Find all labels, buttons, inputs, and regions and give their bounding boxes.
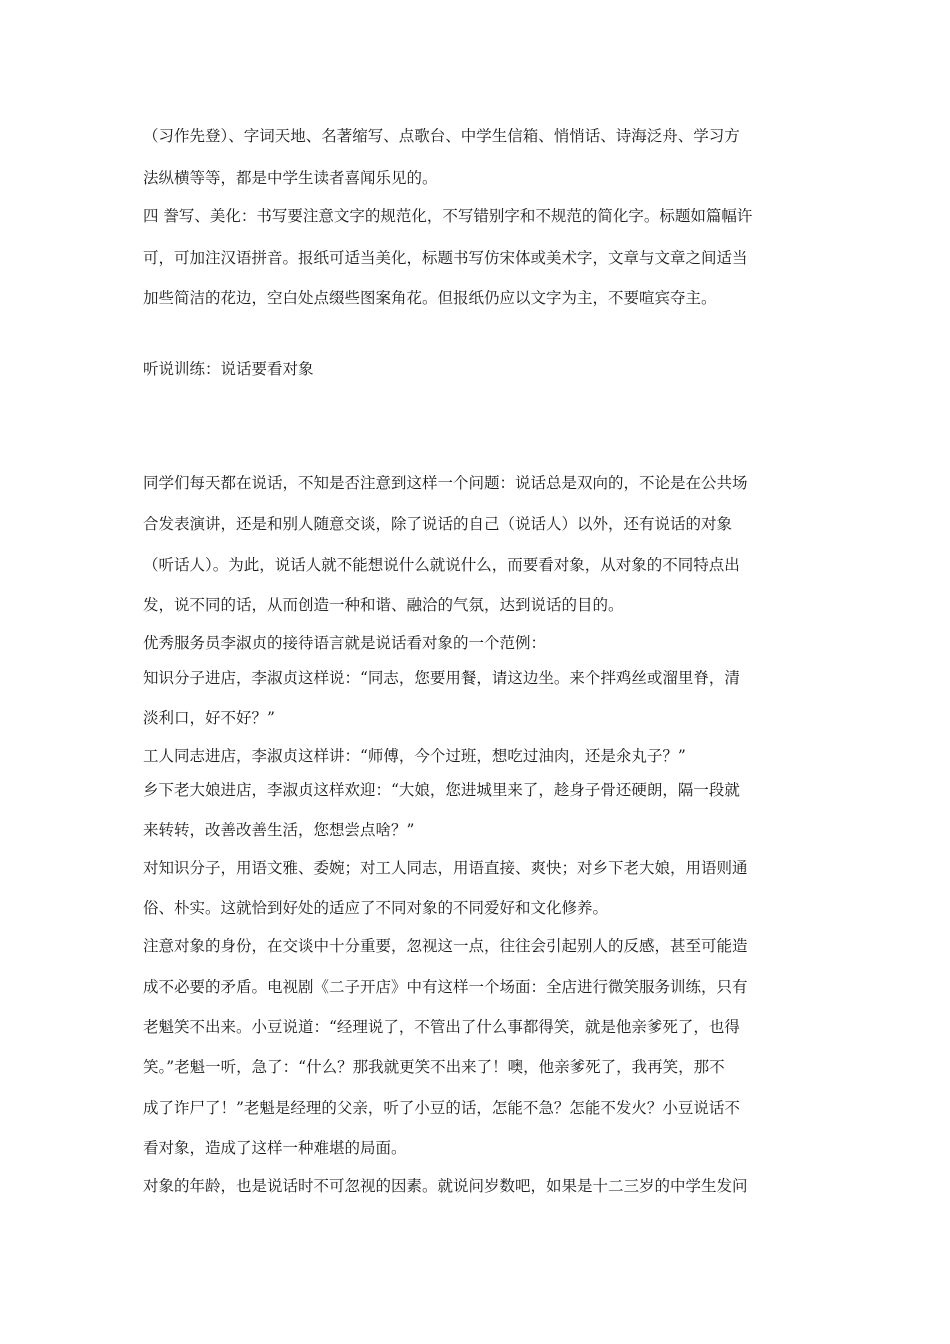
text-line: （听话人）。为此，说话人就不能想说什么就说什么，而要看对象，从对象的不同特点出 (143, 556, 740, 574)
text-line: 加些简洁的花边，空白处点缀些图案角花。但报纸仍应以文字为主，不要喧宾夺主。 (143, 289, 717, 307)
text-line: 乡下老大娘进店，李淑贞这样欢迎：“大娘，您进城里来了，趁身子骨还硬朗，隔一段就 (143, 781, 740, 799)
text-line: 合发表演讲，还是和别人随意交谈，除了说话的自己（说话人）以外，还有说话的对象 (143, 515, 733, 533)
text-line: 四 誊写、美化：书写要注意文字的规范化，不写错别字和不规范的简化字。标题如篇幅许 (143, 207, 753, 225)
text-line: 发，说不同的话，从而创造一种和谐、融洽的气氛，达到说话的目的。 (143, 596, 624, 614)
text-line: 优秀服务员李淑贞的接待语言就是说话看对象的一个范例： (143, 634, 547, 652)
text-line: 法纵横等等，都是中学生读者喜闻乐见的。 (143, 169, 438, 187)
text-line: 看对象，造成了这样一种难堪的局面。 (143, 1139, 407, 1157)
text-line: 注意对象的身份，在交谈中十分重要，忽视这一点，往往会引起别人的反感，甚至可能造 (143, 937, 748, 955)
text-line: 成不必要的矛盾。电视剧《二子开店》中有这样一个场面：全店进行微笑服务训练，只有 (143, 978, 748, 996)
text-line: 老魁笑不出来。小豆说道：“经理说了，不管出了什么事都得笑，就是他亲爹死了，也得 (143, 1018, 740, 1036)
text-line: 来转转，改善改善生活，您想尝点啥？” (143, 821, 415, 839)
text-line: （习作先登）、字词天地、名著缩写、点歌台、中学生信箱、悄悄话、诗海泛舟、学习方 (143, 127, 740, 145)
text-line: 成了诈尸了！”老魁是经理的父亲，听了小豆的话，怎能不急？怎能不发火？小豆说话不 (143, 1099, 740, 1117)
section-heading: 听说训练：说话要看对象 (143, 360, 314, 378)
text-line: 可，可加注汉语拼音。报纸可适当美化，标题书写仿宋体或美术字，文章与文章之间适当 (143, 249, 748, 267)
text-line: 同学们每天都在说话，不知是否注意到这样一个问题：说话总是双向的，不论是在公共场 (143, 474, 748, 492)
text-line: 工人同志进店，李淑贞这样讲：“师傅，今个过班，想吃过油肉，还是氽丸子？” (143, 747, 686, 765)
text-line: 对知识分子，用语文雅、委婉；对工人同志，用语直接、爽快；对乡下老大娘，用语则通 (143, 859, 748, 877)
text-line: 笑。”老魁一听，急了：“什么？那我就更笑不出来了！噢，他亲爹死了，我再笑，那不 (143, 1058, 725, 1076)
text-line: 淡利口，好不好？” (143, 709, 275, 727)
text-line: 知识分子进店，李淑贞这样说：“同志，您要用餐，请这边坐。来个拌鸡丝或溜里脊，清 (143, 669, 740, 687)
text-line: 对象的年龄，也是说话时不可忽视的因素。就说问岁数吧，如果是十二三岁的中学生发问 (143, 1177, 748, 1195)
text-line: 俗、朴实。这就恰到好处的适应了不同对象的不同爱好和文化修养。 (143, 899, 609, 917)
